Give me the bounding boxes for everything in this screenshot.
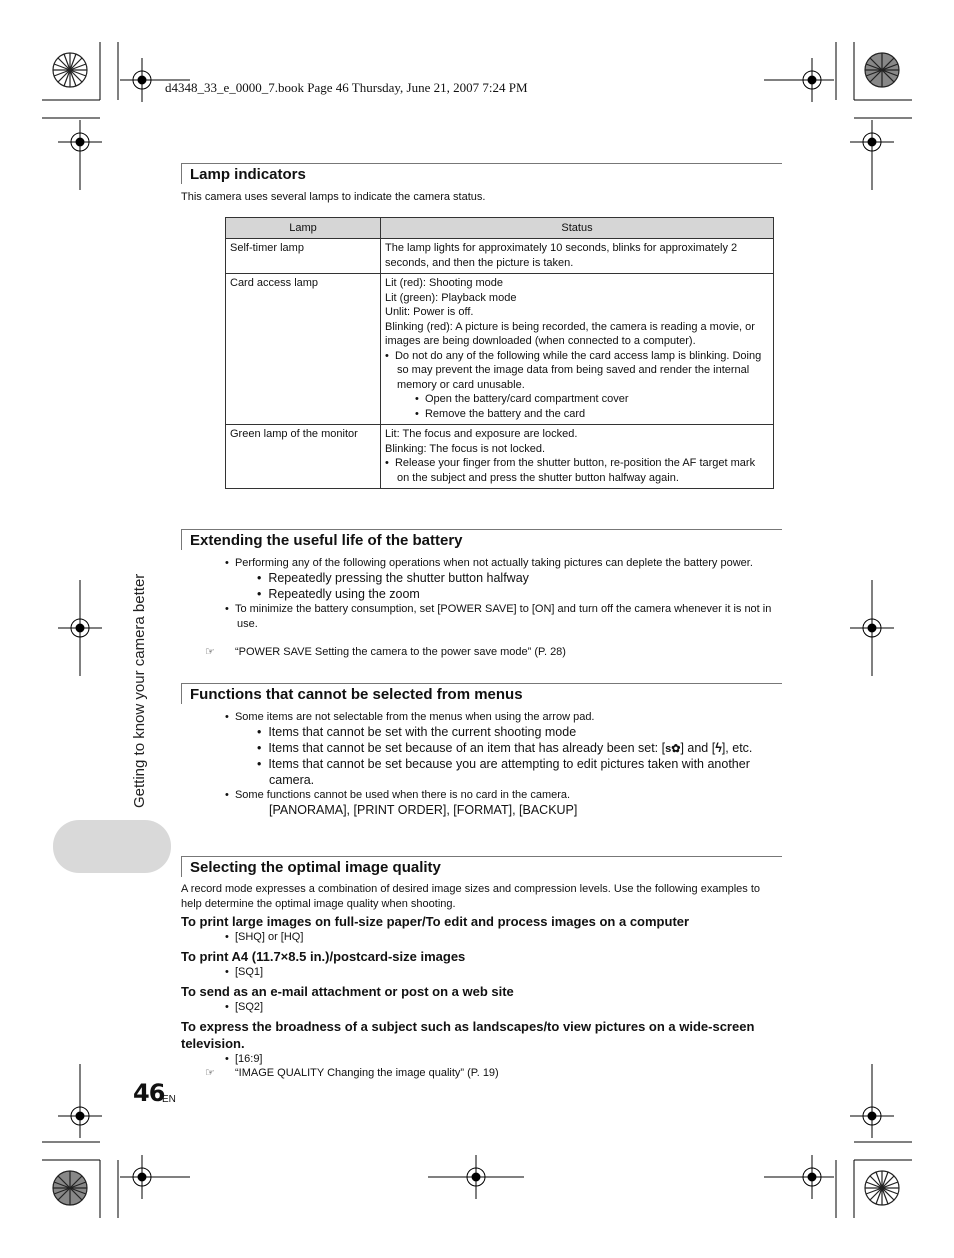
section-heading-image-quality — [181, 856, 782, 877]
book-header-line: d4348_33_e_0000_7.book Page 46 Thursday, June 21, 2007 7:24 PM — [165, 80, 528, 95]
section-title: Extending the useful life of the battery — [190, 532, 463, 549]
status-bullet: • Release your finger from the shutter button, re-position the AF target mark on the subject and press the shutter button halfway again. — [385, 457, 756, 484]
no-card-functions: [PANORAMA], [PRINT ORDER], [FORMAT], [BACKUP] — [269, 803, 578, 817]
lamp-table — [225, 217, 774, 489]
quality-item-heading: To print A4 (11.7×8.5 in.)/postcard-size images — [181, 949, 466, 964]
quality-item-value: • [SQ1] — [225, 966, 264, 978]
list-item: • Performing any of the following operations when not actually taking pictures can deplete the battery power. — [225, 557, 753, 569]
scene-mode-icon: s✿ — [665, 742, 681, 755]
table-header-row — [226, 218, 774, 239]
section-heading-menu-functions — [181, 683, 782, 704]
table-row — [226, 274, 774, 425]
chapter-side-label: Getting to know your camera better — [131, 573, 148, 808]
subbullet-text: Remove the battery and the card — [424, 407, 586, 420]
list-item: • To minimize the battery consumption, set [POWER SAVE] to [ON] and turn off the camera whenever it is not in use. — [225, 603, 772, 630]
bullet-text: Release your finger from the shutter button, re-position the AF target mark on the subject and press the shutter button halfway again. — [394, 457, 756, 484]
pointing-hand-icon: ☞ — [205, 1067, 215, 1079]
lamp-cell: Green lamp of the monitor — [226, 425, 381, 489]
quality-value-text: [SHQ] or [HQ] — [234, 931, 304, 943]
quality-intro: A record mode expresses a combination of desired image sizes and compression levels. Use the following examples to help determine the optimal image quality when shooting. — [181, 883, 761, 910]
list-subitem-text: Repeatedly using the zoom — [268, 586, 420, 601]
list-item-text: Performing any of the following operations when not actually taking pictures can deplete the battery power. — [234, 557, 753, 569]
lamp-cell: Card access lamp — [226, 274, 381, 425]
reference-text: “IMAGE QUALITY Changing the image quality” (P. 19) — [235, 1067, 499, 1079]
quality-item-value: • [SHQ] or [HQ] — [225, 931, 304, 943]
quality-value-text: [16:9] — [234, 1053, 263, 1065]
table-row — [226, 239, 774, 274]
quality-item-heading: To send as an e-mail attachment or post on a web site — [181, 984, 514, 999]
quality-value-text: [SQ1] — [234, 966, 264, 978]
battery-list — [225, 556, 773, 632]
status-subbullet: • Open the battery/card compartment cover — [415, 393, 629, 405]
status-line: Lit (green): Playback mode — [385, 291, 517, 304]
pointing-hand-icon: ☞ — [205, 646, 215, 658]
list-subitem-text: Items that cannot be set because of an item that has already been set: [ — [268, 740, 666, 755]
list-subitem-text: Items that cannot be set because you are attempting to edit pictures taken with another camera. — [268, 757, 750, 787]
table-row — [226, 425, 774, 489]
list-subitem: • Repeatedly pressing the shutter button halfway — [257, 571, 529, 585]
list-subitem: • Items that cannot be set with the current shooting mode — [257, 725, 577, 739]
list-item: • Some items are not selectable from the menus when using the arrow pad. — [225, 711, 595, 723]
lamp-intro: This camera uses several lamps to indicate the camera status. — [181, 191, 486, 203]
menu-list — [225, 710, 773, 819]
list-item-text: To minimize the battery consumption, set [POWER SAVE] to [ON] and turn off the camera whenever it is not in use. — [234, 603, 772, 630]
quality-item-heading: To print large images on full-size paper/To edit and process images on a computer — [181, 914, 690, 929]
section-heading-lamp-indicators — [181, 163, 782, 184]
status-cell — [381, 239, 774, 274]
status-line: Blinking: The focus is not locked. — [385, 442, 545, 455]
list-subitem-text: ], etc. — [721, 740, 753, 755]
list-subitem-text: Items that cannot be set with the current shooting mode — [268, 725, 577, 739]
chapter-tab — [53, 820, 171, 873]
status-cell — [381, 425, 774, 489]
status-line: Blinking (red): A picture is being recorded, the camera is reading a movie, or images are being downloaded (when connected to a computer). — [385, 320, 755, 347]
list-subitem: • Items that cannot be set because of an item that has already been set: [s✿] and [ϟ], etc. — [257, 740, 753, 755]
status-line: The lamp lights for approximately 10 seconds, blinks for approximately 2 seconds, and then the picture is taken. — [385, 242, 738, 269]
section-title: Functions that cannot be selected from menus — [190, 686, 523, 703]
reference-note — [205, 1066, 499, 1080]
list-item-text: Some items are not selectable from the menus when using the arrow pad. — [234, 711, 595, 723]
status-line: Lit: The focus and exposure are locked. — [385, 428, 578, 440]
list-subitem: • Items that cannot be set because you are attempting to edit pictures taken with another camera. — [257, 757, 750, 787]
column-header-lamp: Lamp — [226, 218, 381, 239]
lamp-cell: Self-timer lamp — [226, 239, 381, 274]
list-item-text: Some functions cannot be used when there is no card in the camera. — [234, 789, 571, 801]
list-subitem: • Repeatedly using the zoom — [257, 586, 420, 601]
quality-value-text: [SQ2] — [234, 1001, 264, 1013]
reference-note — [205, 645, 566, 659]
list-subitem-text: Repeatedly pressing the shutter button halfway — [268, 571, 529, 585]
bullet-text: Do not do any of the following while the card access lamp is blinking. Doing so may prevent the image data from being saved and render the internal memory or card unusable. — [394, 349, 762, 391]
reference-text: “POWER SAVE Setting the camera to the power save mode” (P. 28) — [235, 646, 566, 658]
column-header-status: Status — [381, 218, 774, 239]
status-line: Lit (red): Shooting mode — [385, 277, 504, 289]
list-subitem-text: ] and [ — [680, 740, 716, 755]
subbullet-text: Open the battery/card compartment cover — [424, 393, 629, 405]
section-title: Selecting the optimal image quality — [190, 859, 441, 876]
section-heading-battery — [181, 529, 782, 550]
status-subbullet: • Remove the battery and the card — [415, 407, 586, 420]
list-item: • Some functions cannot be used when there is no card in the camera. — [225, 789, 571, 801]
quality-item-value: • [16:9] — [225, 1053, 263, 1065]
status-cell — [381, 274, 774, 425]
page-language: EN — [162, 1094, 176, 1105]
page-number: 46 — [133, 1079, 165, 1107]
quality-item-heading: To express the broadness of a subject such as landscapes/to view pictures on a wide-screen television. — [181, 1019, 755, 1051]
flash-icon: ϟ — [715, 740, 722, 755]
section-title: Lamp indicators — [190, 166, 306, 183]
quality-item-value: • [SQ2] — [225, 1001, 264, 1013]
status-bullet: • Do not do any of the following while the card access lamp is blinking. Doing so may prevent the image data from being saved and render the internal memory or card unusable. — [385, 349, 762, 391]
status-line: Unlit: Power is off. — [385, 306, 474, 318]
